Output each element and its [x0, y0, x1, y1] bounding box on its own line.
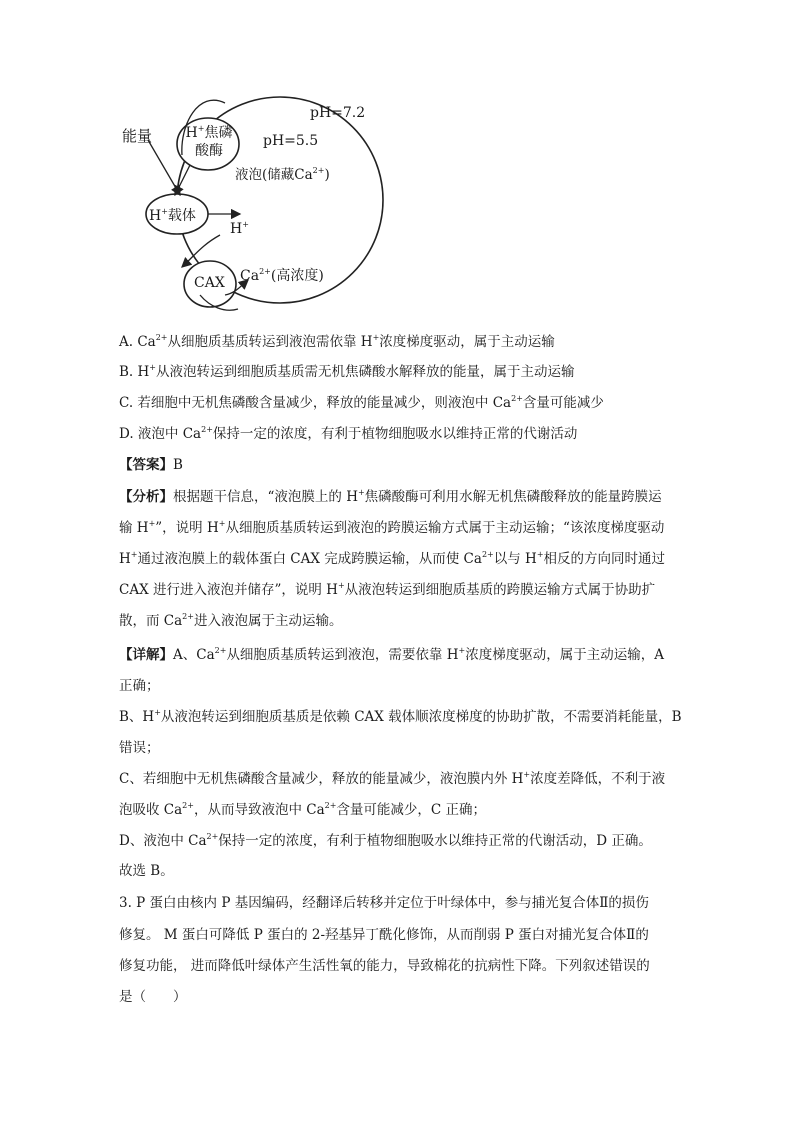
option-a-pre: A. Ca: [119, 334, 156, 350]
detail-b1b: 从液泡转运到细胞质基质是依赖 CAX 载体顺浓度梯度的协助扩散，不需要消耗能量，B: [160, 709, 682, 725]
detail-d1a: D、液泡中 Ca: [119, 833, 207, 849]
option-c-sup: 2+: [511, 394, 523, 403]
question3-line-3: 修复功能， 进而降低叶绿体产生活性氧的能力，导致棉花的抗病性下降。下列叙述错误的: [119, 958, 650, 974]
option-d: [119, 424, 577, 446]
ca-high-sup: 2+: [259, 267, 271, 276]
detail-c2c: 含量可能减少，C 正确；: [336, 802, 487, 818]
ph-inner-label: pH=5.5: [263, 133, 319, 149]
h-carrier-sup: +: [161, 207, 168, 216]
ph-outer-label: pH=7.2: [310, 105, 366, 121]
detail-line-c1: [119, 769, 665, 791]
option-a-sup: 2+: [155, 333, 168, 342]
detail-b1a: B、H: [119, 709, 155, 725]
detail-line-c2: [119, 800, 486, 822]
h-pyro-sup: +: [197, 124, 205, 133]
option-d-mid: 保持一定的浓度，有利于植物细胞吸水以维持正常的代谢活动: [212, 426, 578, 442]
analysis-l5b: 进入液泡属于主动运输。: [193, 613, 343, 629]
option-b-pre: B. H: [119, 364, 150, 380]
option-b-mid: 从液泡转运到细胞质基质需无机焦磷酸水解释放的能量，属于主动运输: [155, 364, 575, 380]
analysis-l3c: 以与 H: [493, 551, 537, 567]
analysis-l4b: 从液泡转运到细胞质基质的跨膜运输方式属于协助扩: [344, 582, 656, 598]
vacuole-text: 液泡(储藏Ca: [235, 167, 313, 183]
analysis-l3-sup3: +: [536, 550, 544, 559]
analysis-l1-sup: +: [357, 488, 365, 497]
analysis-l2a: 输 H: [119, 520, 149, 536]
pyro-to-carrier-arrow: [175, 165, 190, 195]
ca-high-label: [240, 265, 324, 285]
detail-b1-sup: +: [154, 708, 161, 717]
option-c-mid: 含量可能减少: [522, 395, 604, 411]
answer-line: [119, 455, 183, 475]
detail-choose: 故选 B。: [119, 863, 174, 879]
analysis-l4-sup: +: [337, 581, 345, 590]
detail-c2a: 泡吸收 Ca: [119, 802, 183, 818]
h-pyro-line2: 酸酶: [195, 143, 223, 159]
vacuole-close: ): [324, 167, 330, 183]
answer-value: B: [173, 457, 183, 473]
detail-a1-sup2: +: [458, 646, 466, 655]
detail-c2-sup2: 2+: [324, 801, 337, 810]
ca-high-ca: Ca: [240, 268, 260, 284]
detail-line-a2: 正确；: [119, 678, 160, 694]
analysis-line-4: [119, 580, 655, 602]
option-a: [119, 332, 555, 354]
analysis-l1b: 焦磷酸酶可利用水解无机焦磷酸释放的能量跨膜运: [364, 489, 662, 505]
analysis-line-5: [119, 611, 342, 633]
analysis-l5-sup: 2+: [182, 612, 194, 621]
option-d-sup: 2+: [201, 425, 213, 434]
detail-c2-sup1: 2+: [182, 801, 194, 810]
h-ion-h: H: [230, 221, 243, 237]
h-carrier-h: H: [149, 208, 162, 224]
h-ion-sup: +: [242, 220, 249, 229]
analysis-l2b: ”，说明 H: [155, 520, 219, 536]
analysis-l3a: H: [119, 551, 131, 567]
option-d-pre: D. 液泡中 Ca: [119, 426, 202, 442]
detail-c1b: 浓度差降低，不利于液: [530, 771, 666, 787]
option-a-sup2: +: [372, 333, 380, 342]
h-pyrophosphatase-label: [185, 125, 233, 160]
detail-d1-sup: 2+: [206, 832, 219, 841]
vacuole-label: [235, 163, 330, 183]
energy-label: 能量: [122, 127, 153, 145]
analysis-l3b: 通过液泡膜上的载体蛋白 CAX 完成跨膜运输，从而使 Ca: [137, 551, 482, 567]
analysis-l3-sup1: +: [130, 550, 138, 559]
detail-a1c: 浓度梯度驱动，属于主动运输，A: [465, 647, 664, 663]
h-pyro-line1: 焦磷: [204, 125, 233, 141]
option-b: [119, 362, 574, 384]
vacuole-diagram: [110, 95, 390, 320]
option-c: [119, 393, 604, 415]
analysis-l1a: 根据题干信息，“液泡膜上的 H: [173, 489, 358, 505]
analysis-line-3: [119, 549, 665, 571]
question3-line-2: 修复。 M 蛋白可降低 P 蛋白的 2-羟基异丁酰化修饰，从而削弱 P 蛋白对捕光复合体Ⅱ的: [119, 927, 649, 943]
detail-line-a1: [119, 645, 664, 667]
answer-label: 【答案】: [119, 457, 173, 473]
analysis-line-2: [119, 518, 664, 540]
analysis-l3d: 相反的方向同时通过: [543, 551, 666, 567]
detail-line-b1: [119, 707, 682, 729]
h-pyro-h: H: [185, 125, 198, 141]
option-a-post: 浓度梯度驱动，属于主动运输: [379, 334, 555, 350]
question3-line-1: 3. P 蛋白由核内 P 基因编码，经翻译后转移并定位于叶绿体中，参与捕光复合体Ⅱ的损伤: [119, 895, 649, 911]
analysis-l5a: 散，而 Ca: [119, 613, 183, 629]
energy-arrow: [148, 140, 180, 195]
detail-c1a: C、若细胞中无机焦磷酸含量减少，释放的能量减少，液泡膜内外 H: [119, 771, 524, 787]
detail-line-b2: 错误；: [119, 740, 160, 756]
detail-a1-sup1: 2+: [214, 646, 227, 655]
detail-a1a: A、Ca: [173, 647, 215, 663]
analysis-l3-sup2: 2+: [481, 550, 494, 559]
detail-d1b: 保持一定的浓度，有利于植物细胞吸水以维持正常的代谢活动，D 正确。: [218, 833, 652, 849]
h-ion-label: [230, 221, 249, 237]
vacuole-sup: 2+: [312, 166, 325, 175]
h-carrier-label: [149, 205, 196, 225]
option-b-sup: +: [149, 363, 156, 372]
analysis-line-1: [119, 487, 662, 509]
h-carrier-rest: 载体: [167, 208, 196, 224]
analysis-l2-sup1: +: [148, 519, 156, 528]
analysis-l4a: CAX 进行进入液泡并储存”，说明 H: [119, 582, 338, 598]
option-a-mid: 从细胞质基质转运到液泡需依靠 H: [167, 334, 373, 350]
detail-a1b: 从细胞质基质转运到液泡，需要依靠 H: [226, 647, 459, 663]
ca-high-rest: (高浓度): [270, 268, 324, 284]
cax-label: CAX: [194, 275, 225, 291]
analysis-label: 【分析】: [119, 489, 173, 505]
analysis-l2c: 从细胞质基质转运到液泡的跨膜运输方式属于主动运输；“该浓度梯度驱动: [225, 520, 665, 536]
detail-c2b: ，从而导致液泡中 Ca: [193, 802, 325, 818]
detail-c1-sup: +: [523, 770, 531, 779]
detail-line-d1: [119, 831, 652, 853]
analysis-l2-sup2: +: [218, 519, 226, 528]
detail-label: 【详解】: [119, 647, 173, 663]
question3-line-4: 是（ ）: [119, 989, 187, 1005]
option-c-pre: C. 若细胞中无机焦磷酸含量减少，释放的能量减少，则液泡中 Ca: [119, 395, 512, 411]
